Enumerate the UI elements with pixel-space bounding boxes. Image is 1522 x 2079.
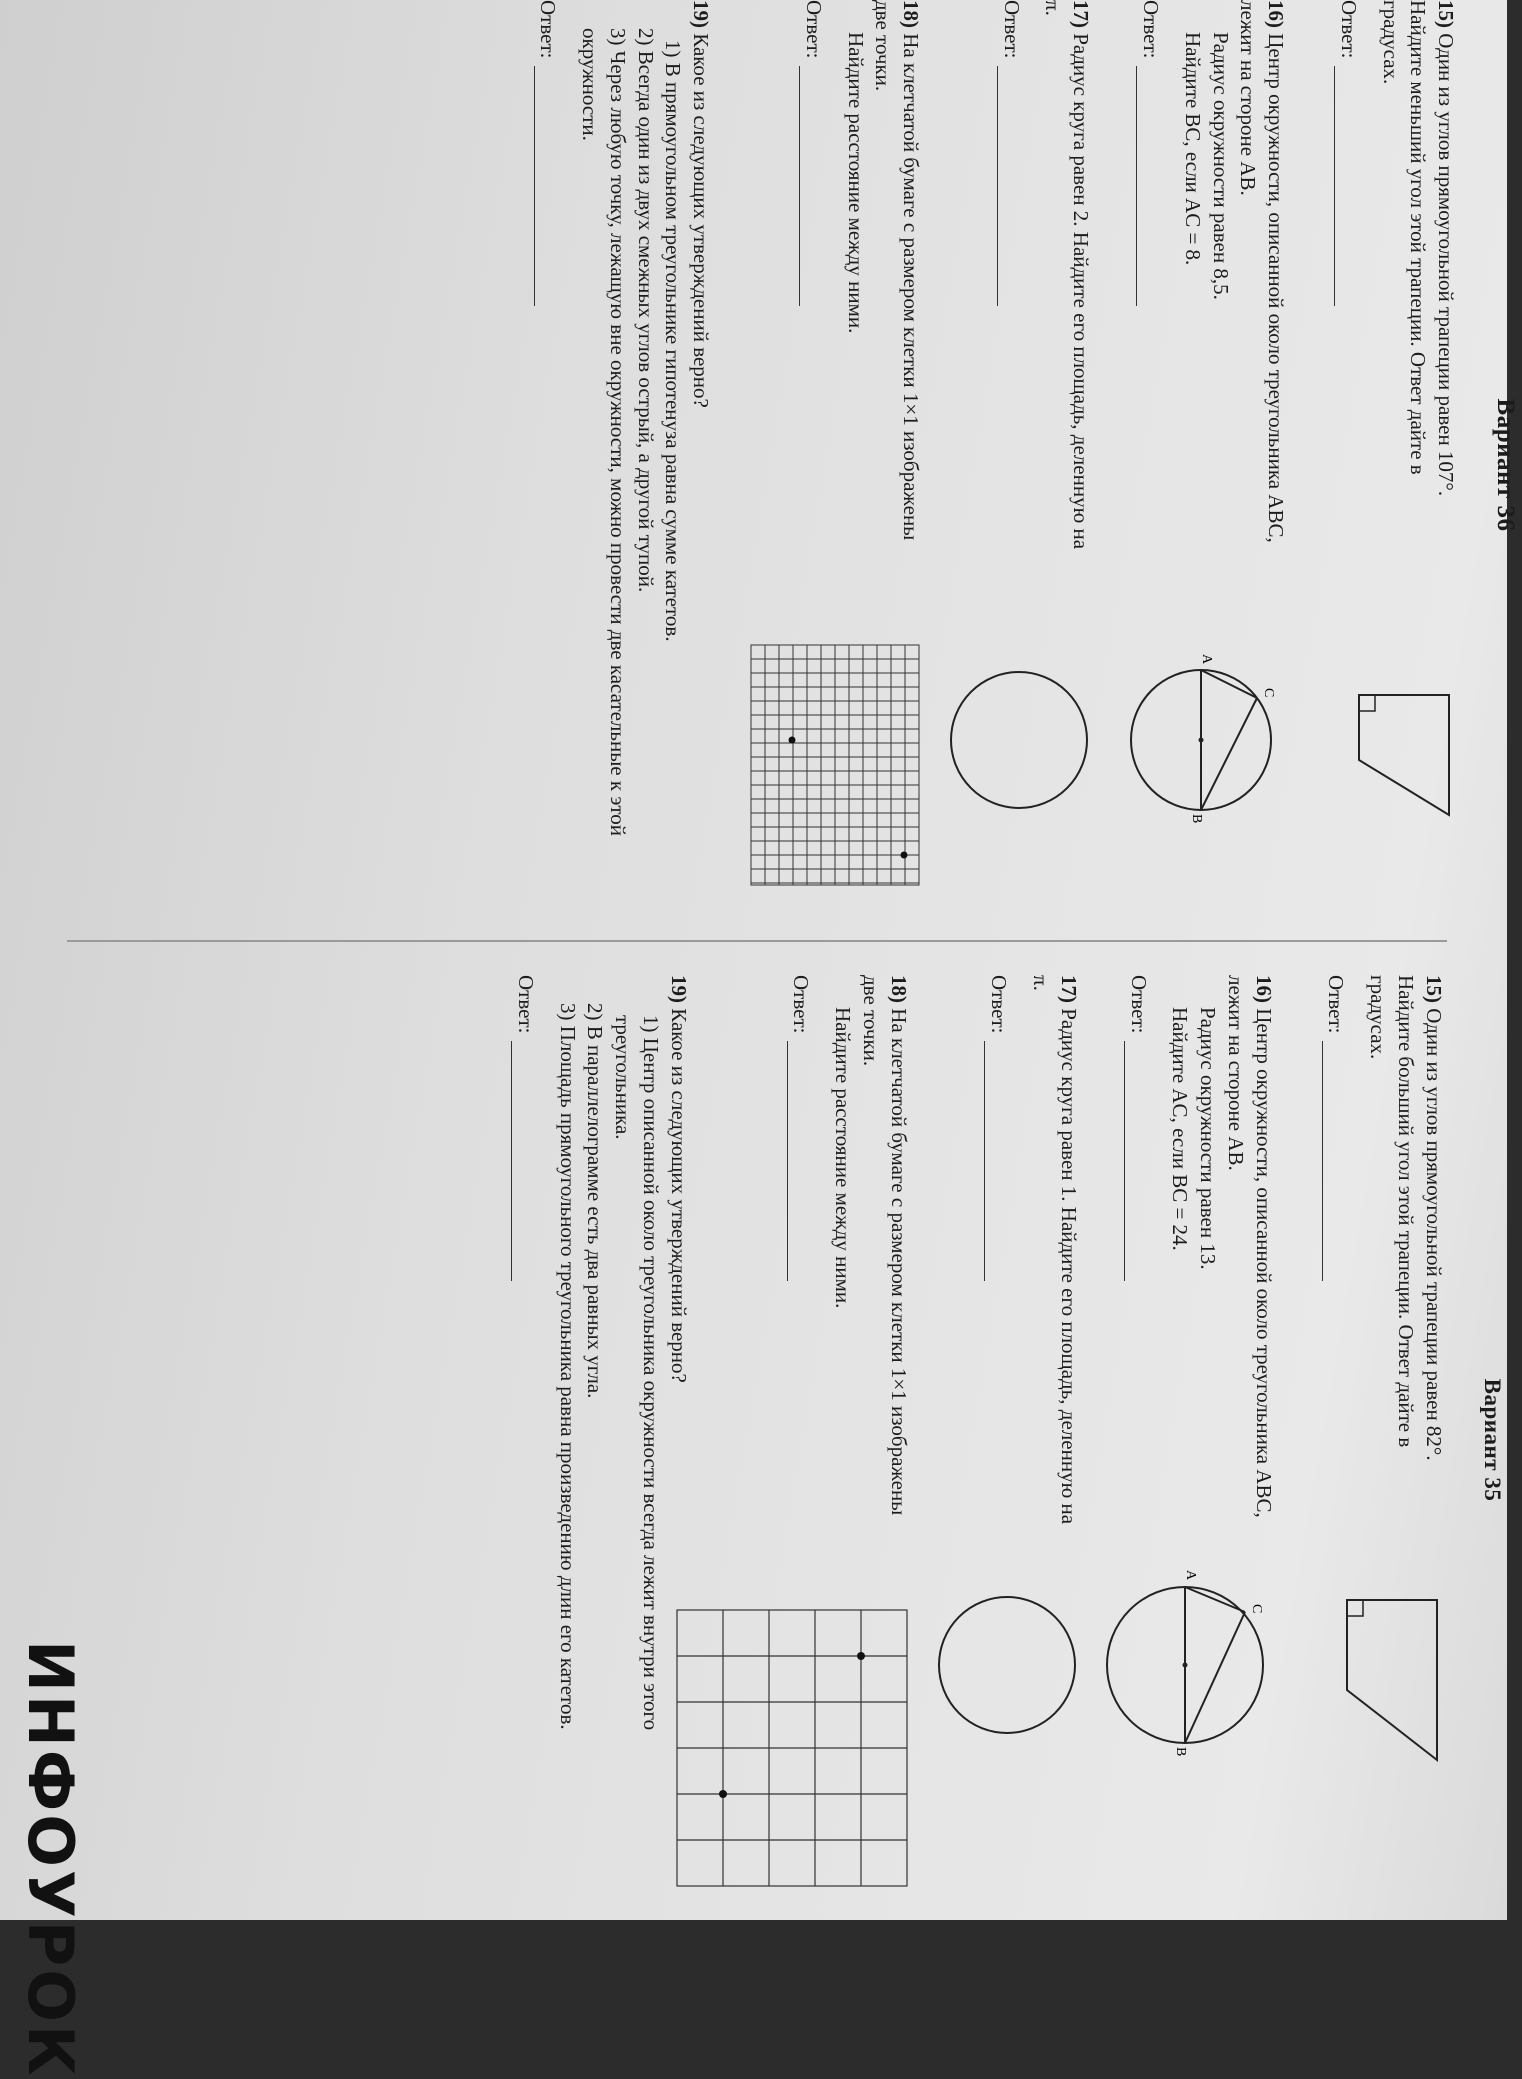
option-2: 2) Всегда один из двух смежных углов острый, а другой тупой. [633, 28, 658, 593]
task-text: На клетчатой бумаге с размером клетки 1×1 изображены две точки. [858, 975, 911, 1516]
task-text: Радиус круга равен 1. Найдите его площадь, деленную на π. [1028, 975, 1081, 1525]
answer-label: Ответ: [514, 975, 539, 1034]
task-text: Найдите BC, если AC = 8. [1180, 32, 1205, 266]
option-3: 3) Площадь прямоугольного треугольника равна произведению длин его катетов. [555, 1003, 580, 1730]
answer-row [511, 975, 539, 1905]
answer-line[interactable] [787, 1041, 789, 1281]
task-19 [534, 0, 714, 930]
task-text: Найдите расстояние между ними. [843, 32, 868, 334]
answer-label: Ответ: [999, 0, 1024, 59]
point-b-label: B [1189, 814, 1204, 824]
option-1: 1) Центр описанной около треугольника окружности всегда лежит внутри этого треугольника. [611, 1015, 663, 1731]
task-number: 17) [1069, 0, 1093, 28]
task-text: Какое из следующих утверждений верно? [666, 1008, 691, 1383]
point-c-label: C [1248, 1604, 1264, 1614]
answer-label: Ответ: [801, 0, 826, 59]
answer-line[interactable] [984, 1041, 986, 1281]
trapezoid-figure [1337, 1590, 1447, 1770]
answer-line[interactable] [1334, 66, 1336, 306]
task-number: 16) [1251, 975, 1276, 1003]
answer-line[interactable] [997, 66, 999, 306]
answer-label: Ответ: [536, 0, 561, 59]
task-18 [712, 975, 912, 1905]
task-text: Радиус окружности равен 8,5. [1208, 32, 1233, 300]
variant-title: Вариант 36 [1492, 398, 1519, 532]
brand-logo-text: ИНФОУРОК [14, 1640, 87, 2079]
task-text: Радиус окружности равен 13. [1196, 1007, 1221, 1270]
task-text: Радиус круга равен 2. Найдите его площадь, деленную на π. [1041, 0, 1093, 550]
circle-triangle-figure [1119, 640, 1289, 840]
task-17 [944, 0, 1094, 930]
task-text: Какое из следующих утверждений верно? [689, 33, 713, 408]
answer-label: Ответ: [1126, 975, 1151, 1034]
column-divider [67, 940, 1447, 942]
answer-row [984, 975, 1012, 1905]
circle-figure [932, 1585, 1082, 1745]
grid-figure [672, 1605, 912, 1895]
option-3: 3) Через любую точку, лежащую вне окружности, можно провести две касательные к этой окружности. [578, 28, 630, 836]
task-number: 18) [886, 975, 911, 1003]
point-a-label: A [1199, 654, 1214, 665]
point-a-label: A [1182, 1570, 1198, 1581]
task-16 [1102, 975, 1277, 1905]
trapezoid-figure [1349, 685, 1459, 825]
task-number: 19) [666, 975, 691, 1003]
option-2: 2) В параллелограмме есть два равных угла. [583, 1003, 608, 1399]
answer-label: Ответ: [987, 975, 1012, 1034]
answer-label: Ответ: [1139, 0, 1164, 59]
variant-title: Вариант 35 [1480, 1378, 1505, 1502]
answer-line[interactable] [1322, 1041, 1324, 1281]
task-number: 17) [1056, 975, 1081, 1003]
task-18 [734, 0, 924, 930]
task-17 [932, 975, 1082, 1905]
circle-triangle-figure [1097, 1550, 1277, 1780]
task-19 [511, 975, 691, 1905]
task-text: Найдите расстояние между ними. [831, 1007, 856, 1309]
task-number: 15) [1434, 0, 1458, 28]
variant-35 [491, 975, 1507, 1905]
answer-label: Ответ: [789, 975, 814, 1034]
task-text: Центр окружности, описанной около треугольника ABC, лежит на стороне AB. [1223, 975, 1276, 1518]
task-text: На клетчатой бумаге с размером клетки 1×1 изображены две точки. [871, 0, 923, 541]
answer-line[interactable] [534, 66, 536, 306]
task-16 [1114, 0, 1289, 930]
point-b-label: B [1172, 1747, 1188, 1757]
point-c-label: C [1261, 688, 1276, 698]
answer-line[interactable] [799, 66, 801, 306]
answer-row [534, 0, 562, 930]
task-number: 16) [1264, 0, 1288, 28]
answer-line[interactable] [1124, 1041, 1126, 1281]
circle-figure [944, 660, 1094, 820]
answer-line[interactable] [1136, 66, 1138, 306]
task-15 [1309, 0, 1459, 930]
grid-figure [744, 640, 924, 890]
answer-label: Ответ: [1324, 975, 1349, 1034]
option-1: 1) В прямоугольном треугольнике гипотенуза равна сумме катетов. [661, 40, 686, 642]
task-number: 19) [689, 0, 713, 28]
task-15 [1297, 975, 1447, 1905]
task-number: 18) [899, 0, 923, 28]
task-text: Один из углов прямоугольной трапеции равен 82°. Найдите больший угол этой трапеции. Ответ дайте в градусах. [1366, 975, 1446, 1461]
variant-36 [514, 0, 1522, 930]
answer-line[interactable] [511, 1041, 513, 1281]
task-text: Один из углов прямоугольной трапеции равен 107°. Найдите меньший угол этой трапеции. Ответ дайте в градусах. [1378, 0, 1458, 497]
answer-label: Ответ: [1336, 0, 1361, 59]
task-text: Центр окружности, описанной около треугольника ABC, лежит на стороне AB. [1236, 0, 1288, 543]
task-text: Найдите AC, если BC = 24. [1168, 1007, 1193, 1251]
task-number: 15) [1421, 975, 1446, 1003]
